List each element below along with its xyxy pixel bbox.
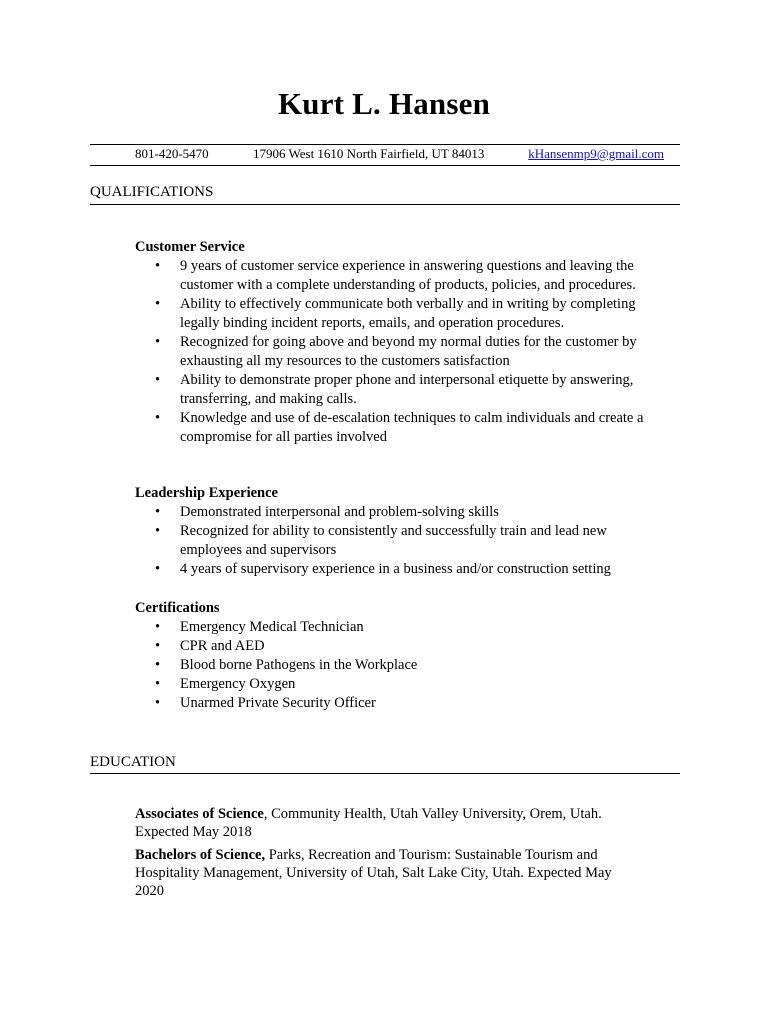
list-item-text: Emergency Medical Technician (180, 619, 364, 635)
degree-name: Associates of Science (135, 806, 264, 822)
list-item (135, 637, 665, 656)
leadership-section (135, 484, 665, 579)
leadership-list (135, 503, 665, 579)
bullet-glyph: • (155, 657, 161, 673)
education-heading: EDUCATION (90, 754, 176, 770)
qualifications-rule (90, 204, 680, 205)
bullet-glyph: • (155, 561, 161, 577)
list-item-text: Emergency Oxygen (180, 676, 296, 692)
degree-name: Bachelors of Science, (135, 847, 266, 863)
list-item (135, 371, 665, 409)
contact-top-rule (90, 144, 680, 145)
bullet-glyph: • (155, 258, 161, 274)
contact-line (90, 146, 680, 162)
list-item-text: Blood borne Pathogens in the Workplace (180, 657, 418, 673)
bullet-glyph: • (155, 638, 161, 654)
bullet-glyph: • (155, 695, 161, 711)
list-item-text: Unarmed Private Security Officer (180, 695, 376, 711)
candidate-name: Kurt L. Hansen (277, 86, 491, 121)
list-item-text: 4 years of supervisory experience in a business and/or construction setting (180, 561, 611, 577)
customer-service-section (135, 238, 665, 447)
list-item (135, 333, 665, 371)
qualifications-heading: QUALIFICATIONS (90, 184, 214, 200)
bullet-glyph: • (155, 410, 161, 426)
list-item-text: Recognized for ability to consistently and successfully train and lead new employees and supervisors (180, 523, 607, 558)
bullet-glyph: • (155, 676, 161, 692)
list-item-text: Ability to demonstrate proper phone and interpersonal etiquette by answering, transferring, and making calls. (180, 372, 634, 407)
bullet-glyph: • (155, 296, 161, 312)
list-item (135, 618, 665, 637)
mailing-address: 17906 West 1610 North Fairfield, UT 84013 (253, 146, 485, 161)
list-item (135, 503, 665, 522)
list-item (135, 522, 665, 560)
bullet-glyph: • (155, 619, 161, 635)
email-link[interactable]: kHansenmp9@gmail.com (528, 146, 664, 161)
bullet-glyph: • (155, 504, 161, 520)
education-entry-associates (135, 805, 635, 841)
bullet-glyph: • (155, 334, 161, 350)
list-item-text: 9 years of customer service experience in answering questions and leaving the customer with a complete understanding of products, policies, and procedures. (180, 258, 636, 293)
leadership-title: Leadership Experience (135, 485, 278, 501)
contact-bottom-rule (90, 165, 680, 166)
list-item-text: Knowledge and use of de-escalation techniques to calm individuals and create a compromise for all parties involved (180, 410, 644, 445)
list-item (135, 656, 665, 675)
list-item (135, 560, 665, 579)
certifications-list (135, 618, 665, 713)
list-item-text: Demonstrated interpersonal and problem-solving skills (180, 504, 499, 520)
list-item (135, 694, 665, 713)
phone-number: 801-420-5470 (135, 146, 209, 161)
certifications-section (135, 599, 665, 713)
degree-details: Parks, Recreation and Tourism: Sustainable Tourism and Hospitality Management, University of Utah, Salt Lake City, Utah. Expected May 2020 (135, 847, 612, 899)
list-item-text: CPR and AED (180, 638, 265, 654)
degree-details: , Community Health, Utah Valley University, Orem, Utah. Expected May 2018 (135, 806, 602, 840)
education-entry-bachelors (135, 846, 635, 900)
list-item (135, 675, 665, 694)
bullet-glyph: • (155, 523, 161, 539)
list-item (135, 257, 665, 295)
certifications-title: Certifications (135, 600, 220, 616)
list-item-text: Ability to effectively communicate both verbally and in writing by completing legally binding incident reports, emails, and operation procedures. (180, 296, 636, 331)
bullet-glyph: • (155, 372, 161, 388)
education-rule (90, 773, 680, 774)
customer-service-list (135, 257, 665, 447)
list-item-text: Recognized for going above and beyond my normal duties for the customer by exhausting all my resources to the customers satisfaction (180, 334, 637, 369)
customer-service-title: Customer Service (135, 239, 245, 255)
list-item (135, 409, 665, 447)
list-item (135, 295, 665, 333)
